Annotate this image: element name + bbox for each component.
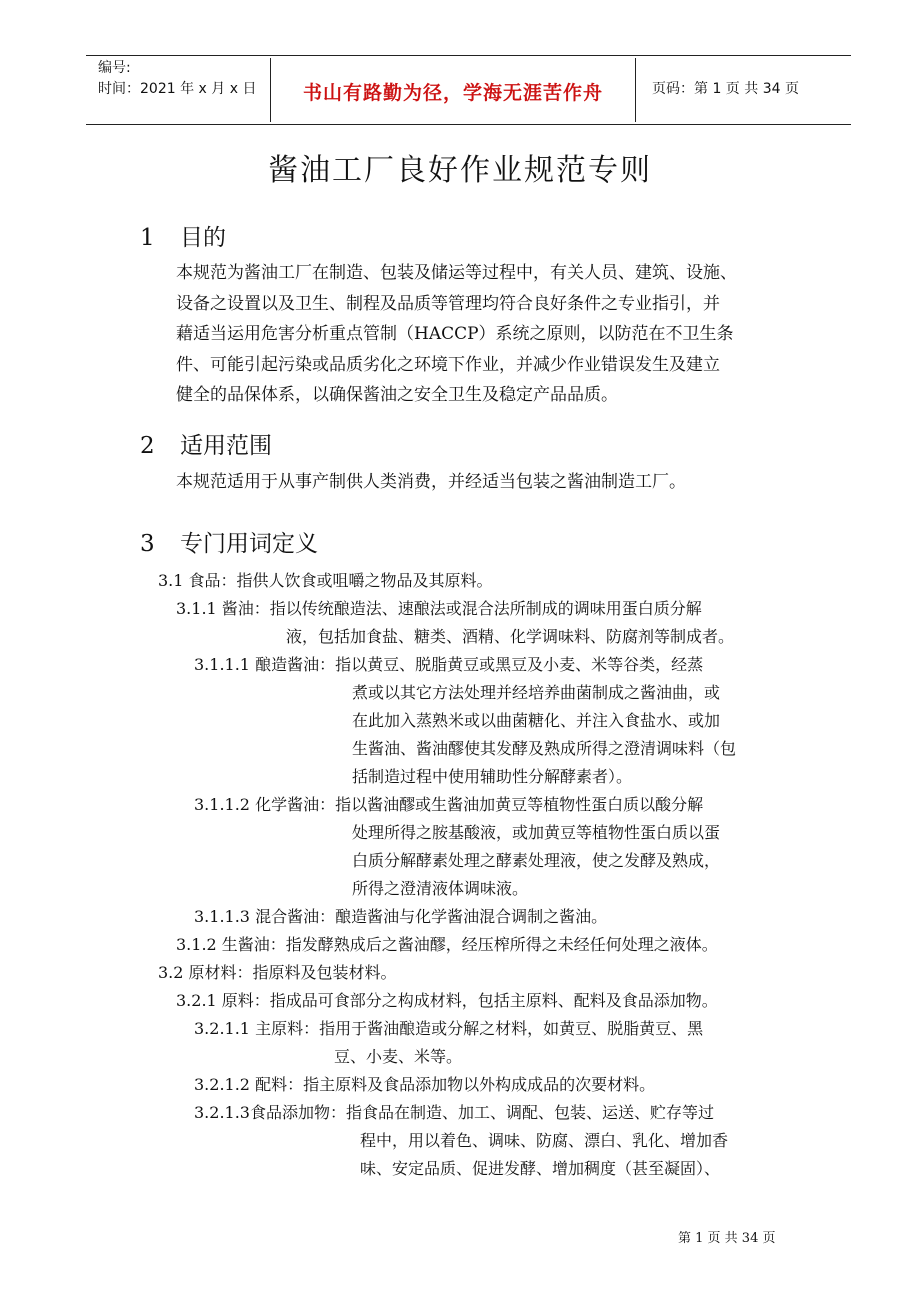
header-slogan: 书山有路勤为径，学海无涯苦作舟 — [302, 82, 603, 104]
definition-line: 3.2.1.1 主原料：指用于酱油酿造或分解之材料，如黄豆、脱脂黄豆、黑 — [194, 1019, 704, 1038]
definition-line: 3.1.2 生酱油：指发酵熟成后之酱油醪，经压榨所得之未经任何处理之液体。 — [176, 935, 718, 954]
body-line: 设备之设置以及卫生、制程及品质等管理均符合良好条件之专业指引，并 — [176, 293, 720, 314]
definition-line: 3.1.1.3 混合酱油：酿造酱油与化学酱油混合调制之酱油。 — [194, 907, 608, 926]
body-line: 本规范为酱油工厂在制造、包装及储运等过程中，有关人员、建筑、设施、 — [176, 263, 737, 283]
section-title: 专门用词定义 — [180, 531, 318, 557]
page-footer: 第 1 页 共 34 页 — [678, 1231, 776, 1246]
section-heading — [140, 219, 226, 252]
definition-line: 味、安定品质、促进发酵、增加稠度（甚至凝固）、 — [360, 1159, 721, 1178]
document-time: 时间：2021 年 x 月 x 日 — [98, 81, 257, 97]
definition-line: 3.2 原材料：指原料及包装材料。 — [158, 963, 397, 982]
page-header — [86, 56, 851, 124]
body-line: 本规范适用于从事产制供人类消费，并经适当包装之酱油制造工厂。 — [176, 472, 686, 492]
definition-line: 液，包括加食盐、糖类、酒精、化学调味料、防腐剂等制成者。 — [286, 627, 735, 646]
definition-line: 3.1.1 酱油：指以传统酿造法、速酿法或混合法所制成的调味用蛋白质分解 — [176, 599, 702, 618]
section-body — [176, 258, 816, 411]
body-line: 健全的品保体系，以确保酱油之安全卫生及稳定产品品质。 — [176, 385, 618, 405]
definition-line: 括制造过程中使用辅助性分解酵素者）。 — [352, 767, 633, 786]
definition-line: 程中，用以着色、调味、防腐、漂白、乳化、增加香 — [360, 1131, 729, 1150]
section-body — [176, 467, 816, 498]
definition-line: 3.1.1.2 化学酱油：指以酱油醪或生酱油加黄豆等植物性蛋白质以酸分解 — [194, 795, 704, 814]
section-number: 3 — [140, 531, 155, 557]
document-title: 酱油工厂良好作业规范专则 — [268, 153, 652, 188]
definition-line: 处理所得之胺基酸液，或加黄豆等植物性蛋白质以蛋 — [352, 823, 721, 842]
definition-line: 白质分解酵素处理之酵素处理液，使之发酵及熟成， — [352, 851, 721, 870]
section-title: 适用范围 — [180, 433, 272, 459]
definition-line: 3.1 食品：指供人饮食或咀嚼之物品及其原料。 — [158, 571, 493, 590]
header-page-info: 页码：第 1 页 共 34 页 — [652, 81, 799, 97]
header-meta — [98, 58, 256, 100]
body-line: 件、可能引起污染或品质劣化之环境下作业，并减少作业错误发生及建立 — [176, 354, 720, 375]
definition-line: 所得之澄清液体调味液。 — [352, 879, 529, 898]
definition-line: 3.1.1.1 酿造酱油：指以黄豆、脱脂黄豆或黑豆及小麦、米等谷类，经蒸 — [194, 655, 704, 674]
definition-line: 3.2.1.3食品添加物：指食品在制造、加工、调配、包装、运送、贮存等过 — [194, 1103, 714, 1122]
definition-line: 煮或以其它方法处理并经培养曲菌制成之酱油曲，或 — [352, 683, 721, 702]
definition-line: 3.2.1.2 配料：指主原料及食品添加物以外构成成品的次要材料。 — [194, 1075, 656, 1094]
section-title: 目的 — [180, 225, 226, 251]
section-heading — [140, 525, 318, 558]
body-line: 藉适当运用危害分析重点管制（HACCP）系统之原则，以防范在不卫生条 — [176, 324, 734, 344]
header-slogan-box — [270, 58, 636, 122]
header-bottom-rule — [86, 124, 851, 125]
section-heading — [140, 427, 272, 460]
definition-line: 生酱油、酱油醪使其发酵及熟成所得之澄清调味料（包 — [352, 739, 737, 758]
definition-line: 3.2.1 原料：指成品可食部分之构成材料，包括主原料、配料及食品添加物。 — [176, 991, 718, 1010]
definition-line: 豆、小麦、米等。 — [334, 1047, 463, 1066]
section-number: 1 — [140, 225, 155, 251]
document-number-label: 编号: — [98, 60, 131, 76]
section-number: 2 — [140, 433, 155, 459]
definition-line: 在此加入蒸熟米或以曲菌糖化、并注入食盐水、或加 — [352, 711, 721, 730]
